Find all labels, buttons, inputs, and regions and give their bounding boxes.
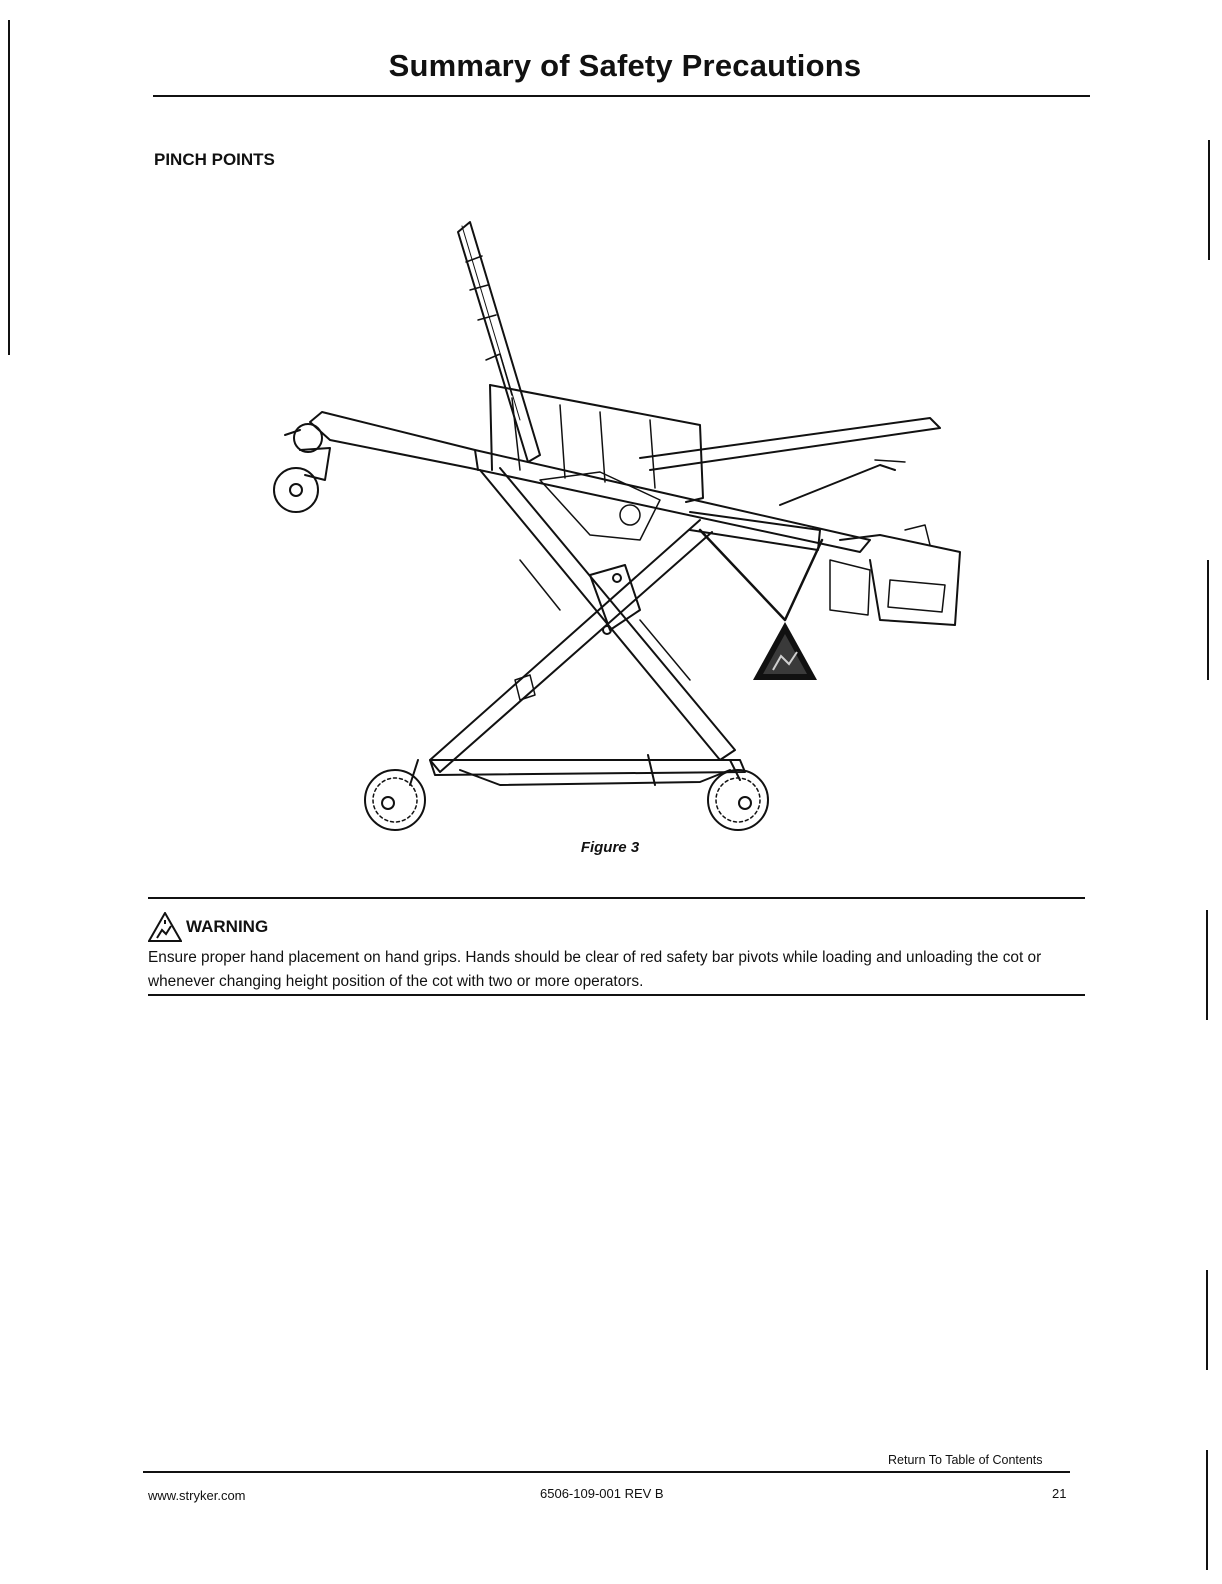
page-title: Summary of Safety Precautions [388,48,862,83]
footer-website: www.stryker.com [148,1488,246,1503]
scan-edge-right-4 [1206,1270,1208,1370]
warning-triangle-icon [148,912,182,942]
cot-illustration [265,215,975,845]
figure-caption: Figure 3 [580,839,640,856]
scan-edge-right-2 [1207,560,1209,680]
scan-edge-right-5 [1206,1450,1208,1570]
footer-rule [143,1471,1070,1473]
footer-page-number: 21 [1052,1486,1067,1501]
warning-title: WARNING [186,917,269,936]
warning-header [148,912,268,942]
footer-doc-number: 6506-109-001 REV B [540,1486,664,1501]
scan-edge-right-1 [1208,140,1210,260]
section-heading: PINCH POINTS [154,150,275,169]
warning-text: Ensure proper hand placement on hand grips. Hands should be clear of red safety bar pivots while loading and unloading the cot or whenever changing height position of the cot with two or more operators. [148,949,1042,990]
return-to-toc-link[interactable]: Return To Table of Contents [888,1453,1043,1467]
scan-edge-right-3 [1206,910,1208,1020]
warning-top-rule [148,897,1085,899]
pinch-hazard-triangle-icon [751,620,819,682]
warning-bottom-rule [148,994,1085,996]
title-rule [153,95,1090,97]
